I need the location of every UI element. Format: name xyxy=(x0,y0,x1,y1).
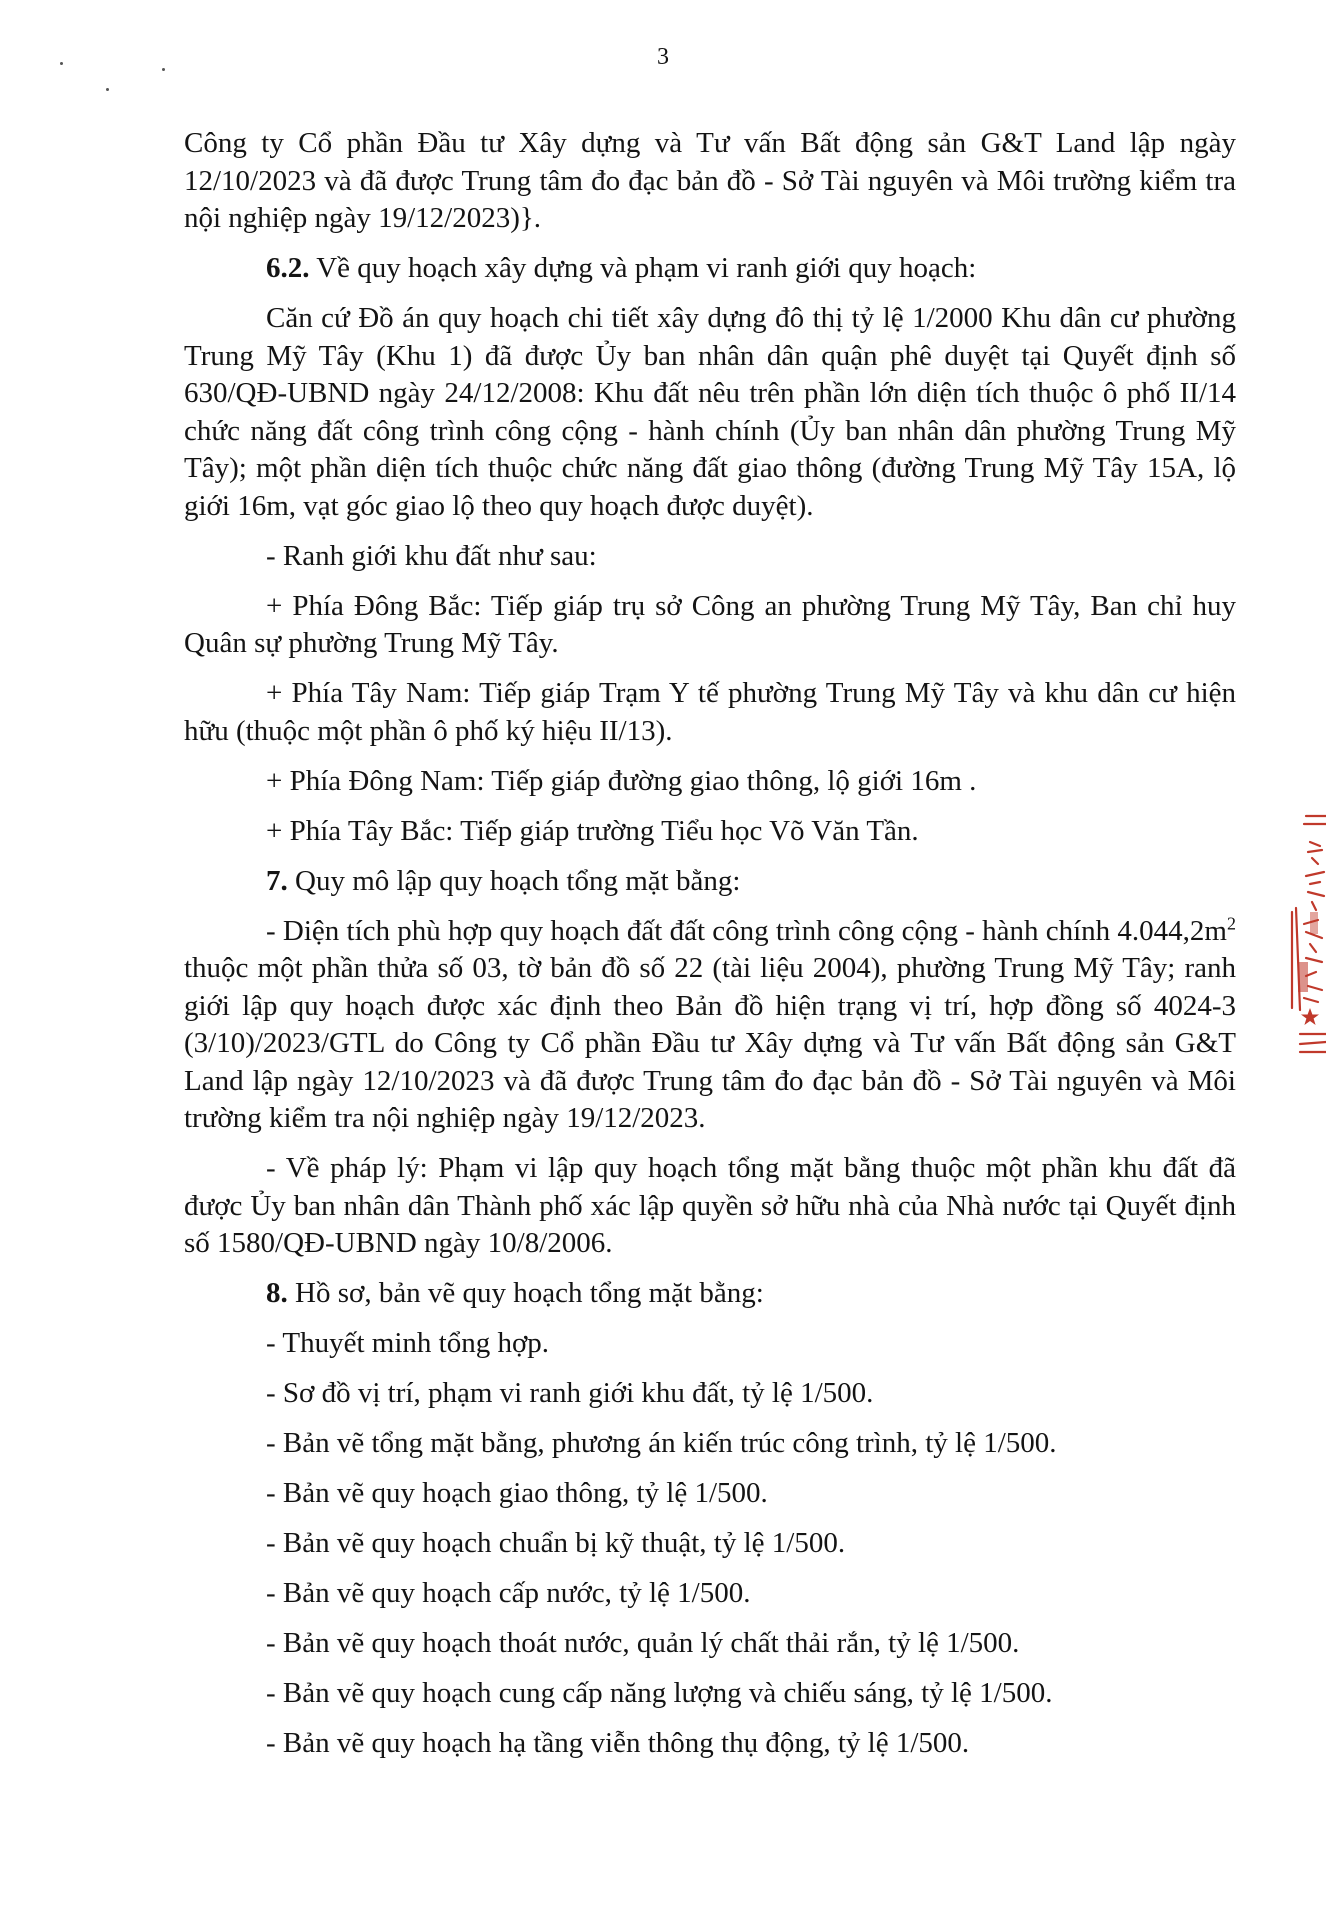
section-heading-6-2 xyxy=(184,250,1236,288)
seal-fragment-icon xyxy=(1286,812,1326,1056)
boundary-heading: - Ranh giới khu đất như sau: xyxy=(266,539,597,572)
boundary-northwest: + Phía Tây Bắc: Tiếp giáp trường Tiểu học Võ Văn Tần. xyxy=(266,814,919,847)
dossier-item: - Bản vẽ quy hoạch cấp nước, tỷ lệ 1/500. xyxy=(266,1577,751,1609)
dossier-item: - Bản vẽ quy hoạch giao thông, tỷ lệ 1/500. xyxy=(266,1477,768,1509)
intro-paragraph: Công ty Cổ phần Đầu tư Xây dựng và Tư vấn Bất động sản G&T Land lập ngày 12/10/2023 và đã được Trung tâm đo đạc bản đồ - Sở Tài nguyên và Môi trường kiểm tra nội nghiệp ngày 19/12/2023)}. xyxy=(184,127,1236,234)
section-heading-7 xyxy=(184,863,1236,901)
area-text-post: thuộc một phần thửa số 03, tờ bản đồ số 22 (tài liệu 2004), phường Trung Mỹ Tây; ranh giới lập quy hoạch được xác định theo Bản đồ hiện trạng vị trí, hợp đồng số 4024-3 (3/10)/2023/GTL do Công ty Cổ phần Đầu tư Xây dựng và Tư vấn Bất động sản G&T Land lập ngày 12/10/2023 và đã được Trung tâm đo đạc bản đồ - Sở Tài nguyên và Môi trường kiểm tra nội nghiệp ngày 19/12/2023. xyxy=(184,952,1236,1134)
boundary-southwest: + Phía Tây Nam: Tiếp giáp Trạm Y tế phường Trung Mỹ Tây và khu dân cư hiện hữu (thuộc một phần ô phố ký hiệu II/13). xyxy=(184,677,1236,747)
dossier-item: - Bản vẽ quy hoạch cung cấp năng lượng và chiếu sáng, tỷ lệ 1/500. xyxy=(266,1677,1053,1709)
boundary-northeast: + Phía Đông Bắc: Tiếp giáp trụ sở Công an phường Trung Mỹ Tây, Ban chỉ huy Quân sự phường Trung Mỹ Tây. xyxy=(184,589,1236,659)
section-title: Quy mô lập quy hoạch tổng mặt bằng: xyxy=(287,864,741,897)
page-number: 3 xyxy=(657,44,669,70)
dossier-item: - Thuyết minh tổng hợp. xyxy=(266,1327,550,1359)
legal-paragraph: - Về pháp lý: Phạm vi lập quy hoạch tổng mặt bằng thuộc một phần khu đất đã được Ủy ban nhân dân Thành phố xác lập quyền sở hữu nhà của Nhà nước tại Quyết định số 1580/QĐ-UBND ngày 10/8/2006. xyxy=(184,1152,1236,1259)
area-paragraph xyxy=(184,913,1236,1138)
document-body xyxy=(184,125,1236,1775)
dossier-item: - Bản vẽ quy hoạch chuẩn bị kỹ thuật, tỷ lệ 1/500. xyxy=(266,1527,846,1559)
section-title: Về quy hoạch xây dựng và phạm vi ranh giới quy hoạch: xyxy=(309,252,977,284)
dossier-item: - Bản vẽ quy hoạch thoát nước, quản lý chất thải rắn, tỷ lệ 1/500. xyxy=(266,1627,1020,1659)
section-heading-8 xyxy=(184,1275,1236,1313)
dossier-item: - Bản vẽ quy hoạch hạ tầng viễn thông thụ động, tỷ lệ 1/500. xyxy=(266,1727,970,1759)
section-number: 6.2. xyxy=(266,252,310,284)
section-number: 8. xyxy=(266,1277,288,1309)
scan-speck xyxy=(106,88,109,91)
scan-speck xyxy=(60,62,63,65)
area-text-pre: - Diện tích phù hợp quy hoạch đất đất công trình công cộng - hành chính 4.044,2m xyxy=(266,914,1227,947)
area-superscript: 2 xyxy=(1227,912,1236,933)
dossier-item: - Bản vẽ tổng mặt bằng, phương án kiến trúc công trình, tỷ lệ 1/500. xyxy=(266,1427,1057,1459)
section-title: Hồ sơ, bản vẽ quy hoạch tổng mặt bằng: xyxy=(287,1277,764,1309)
boundary-southeast: + Phía Đông Nam: Tiếp giáp đường giao thông, lộ giới 16m . xyxy=(266,764,977,797)
dossier-item: - Sơ đồ vị trí, phạm vi ranh giới khu đất, tỷ lệ 1/500. xyxy=(266,1377,874,1409)
section-number: 7. xyxy=(266,864,288,897)
scan-speck xyxy=(162,68,165,71)
planning-basis-paragraph: Căn cứ Đồ án quy hoạch chi tiết xây dựng đô thị tỷ lệ 1/2000 Khu dân cư phường Trung Mỹ Tây (Khu 1) đã được Ủy ban nhân dân quận phê duyệt tại Quyết định số 630/QĐ-UBND ngày 24/12/2008: Khu đất nêu trên phần lớn diện tích thuộc ô phố II/14 chức năng đất công trình công cộng - hành chính (Ủy ban nhân dân phường Trung Mỹ Tây); một phần diện tích thuộc chức năng đất giao thông (đường Trung Mỹ Tây 15A, lộ giới 16m, vạt góc giao lộ theo quy hoạch được duyệt). xyxy=(184,302,1236,522)
